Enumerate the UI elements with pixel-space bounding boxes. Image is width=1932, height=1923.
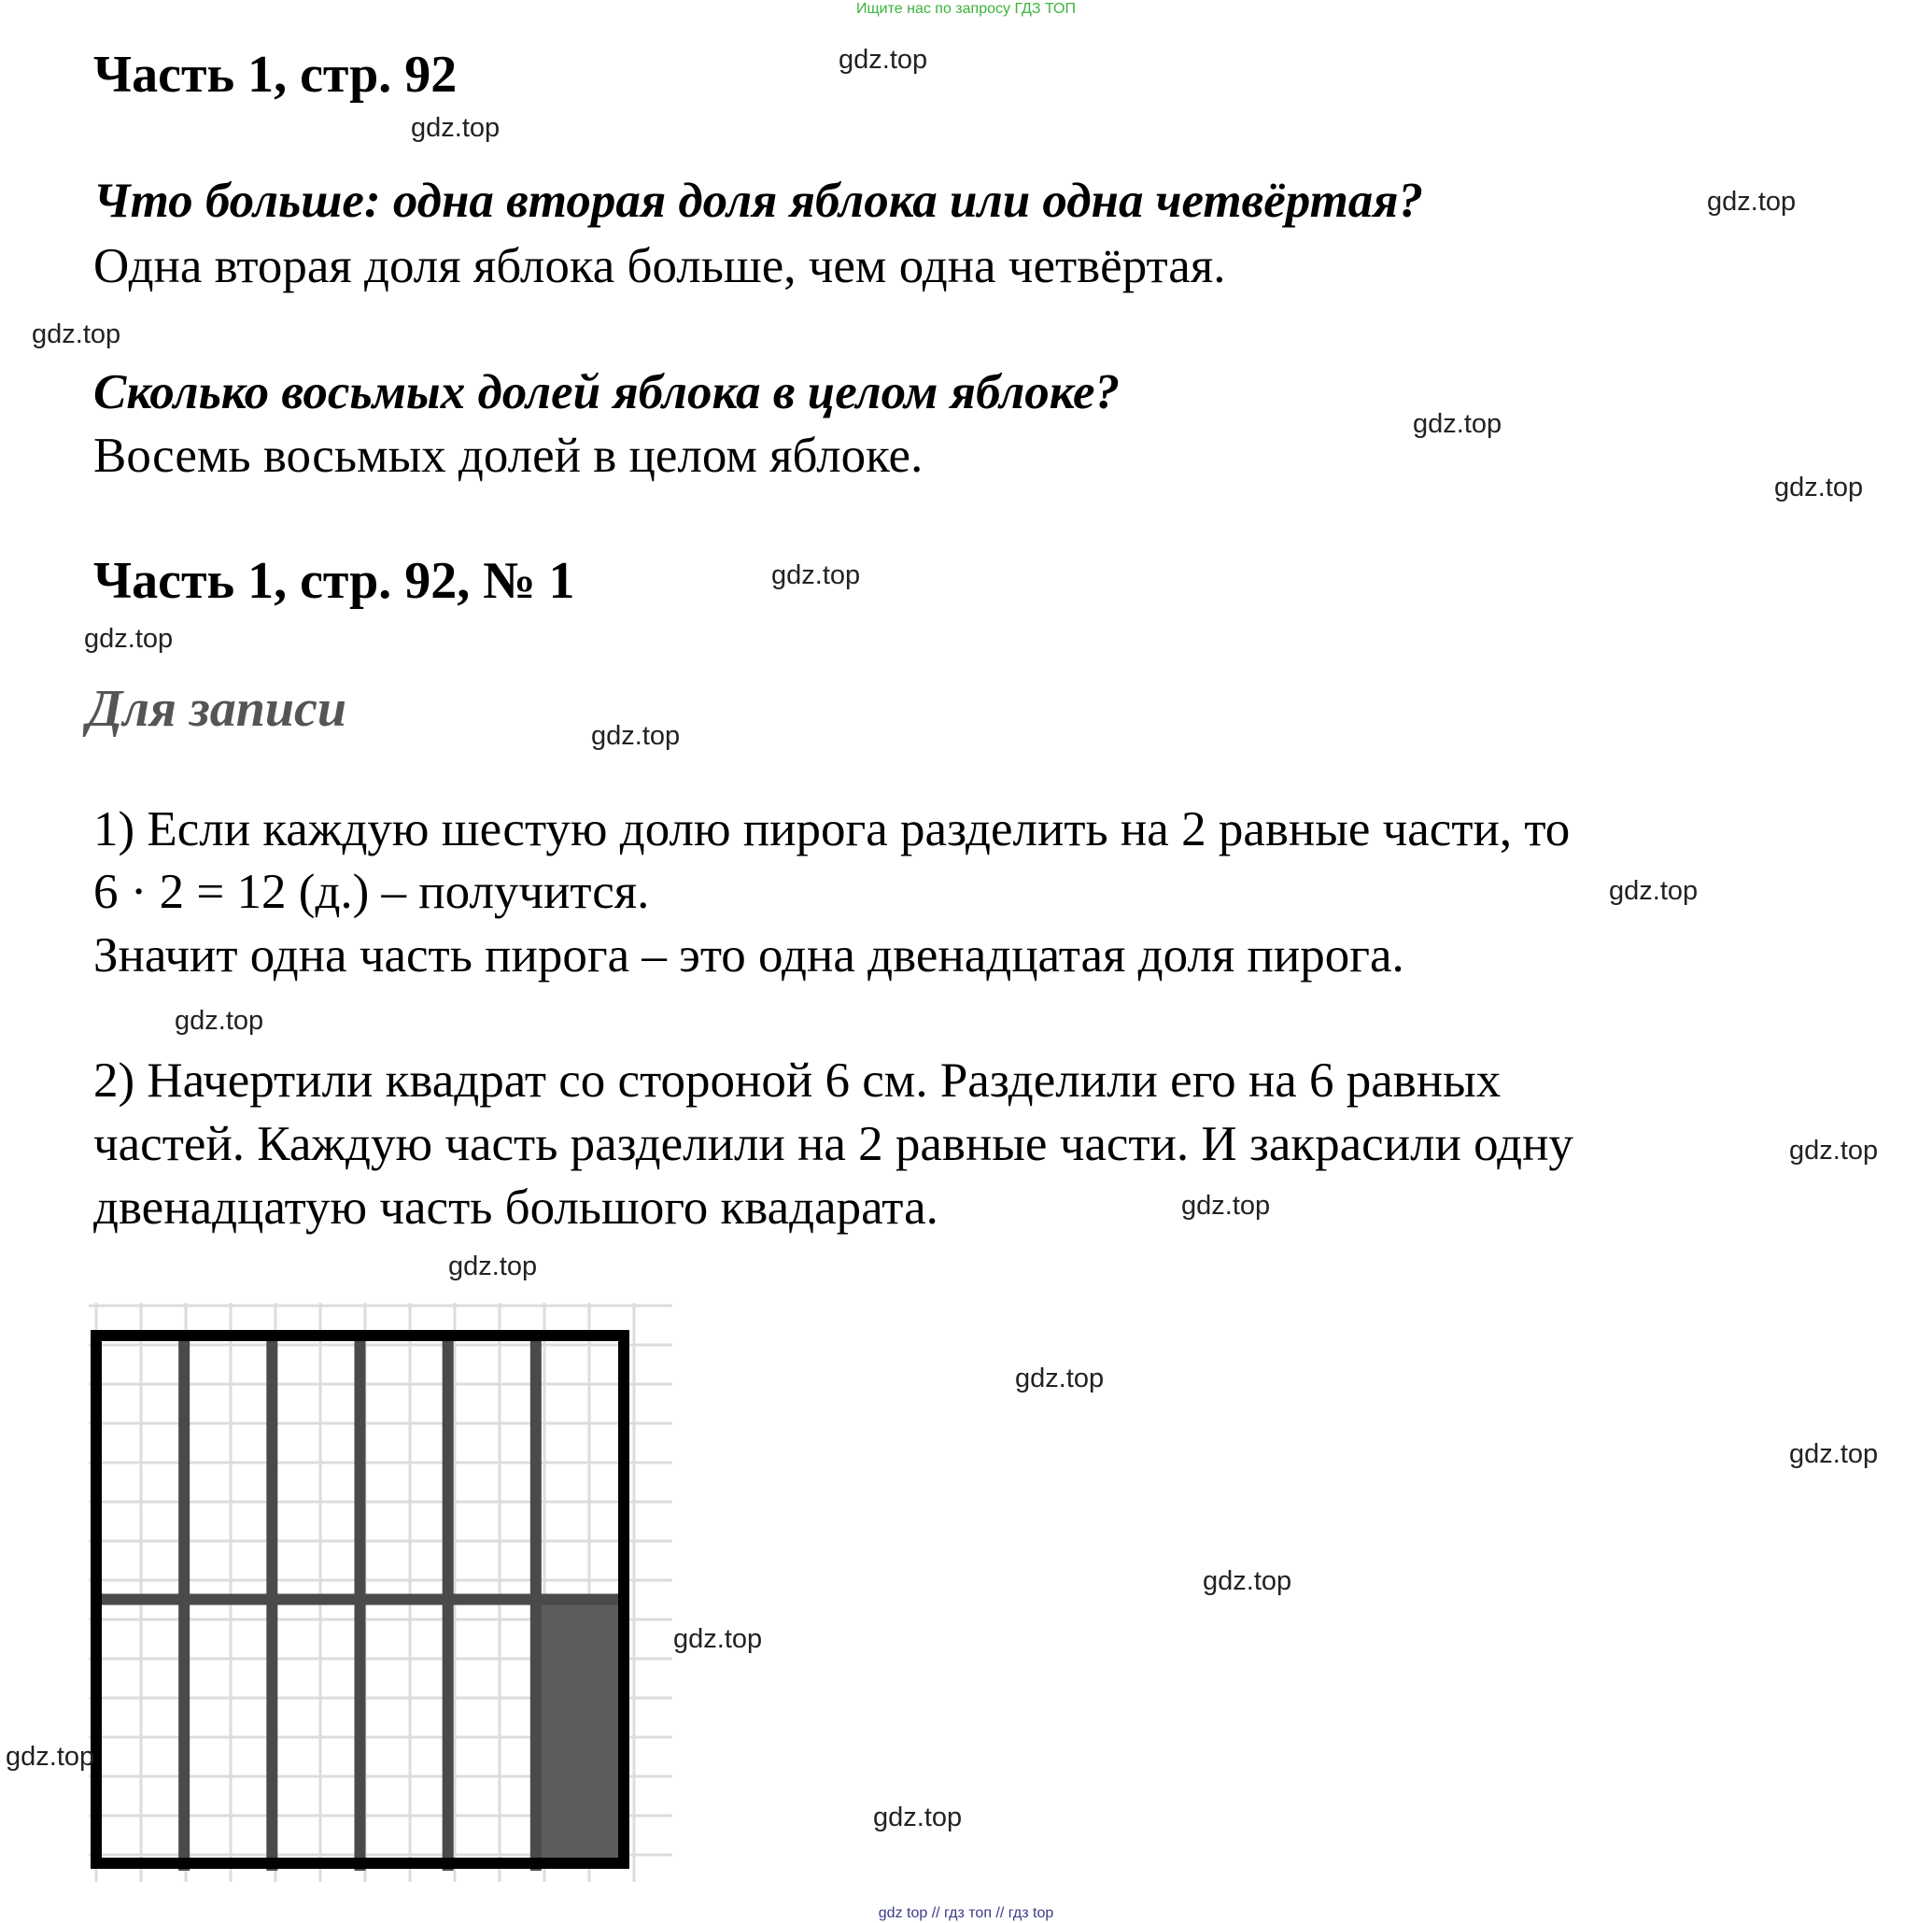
paragraph-2-line-1: 2) Начертили квадрат со стороной 6 см. Разделили его на 6 равных xyxy=(93,1053,1502,1108)
watermark: gdz.top xyxy=(873,1803,963,1832)
answer-2: Восемь восьмых долей в целом яблоке. xyxy=(93,429,924,483)
watermark: gdz.top xyxy=(591,721,681,751)
note-heading: Для записи xyxy=(87,680,346,738)
watermark: gdz.top xyxy=(175,1006,264,1036)
watermark: gdz.top xyxy=(771,560,861,590)
paragraph-1-line-2: 6 · 2 = 12 (д.) – получится. xyxy=(93,865,650,919)
watermark: gdz.top xyxy=(1707,187,1797,217)
watermark: gdz.top xyxy=(1774,473,1864,502)
watermark: gdz.top xyxy=(1015,1364,1105,1393)
watermark: gdz.top xyxy=(1181,1191,1271,1221)
footer-watermark: gdz top // гдз топ // гдз top xyxy=(878,1905,1054,1921)
watermark: gdz.top xyxy=(6,1742,95,1772)
watermark: gdz.top xyxy=(1203,1566,1292,1596)
paragraph-1-line-3: Значит одна часть пирога – это одна двенадцатая доля пирога. xyxy=(93,928,1404,983)
answer-1: Одна вторая доля яблока больше, чем одна четвёртая. xyxy=(93,239,1226,293)
question-2: Сколько восьмых долей яблока в целом яблоке? xyxy=(93,365,1121,419)
watermark: gdz.top xyxy=(32,319,121,349)
watermark: gdz.top xyxy=(839,45,928,75)
watermark: gdz.top xyxy=(84,624,174,654)
watermark: gdz.top xyxy=(448,1251,538,1281)
question-1: Что больше: одна вторая доля яблока или одна четвёртая? xyxy=(93,174,1424,228)
section2-title: Часть 1, стр. 92, № 1 xyxy=(93,552,575,610)
paragraph-2-line-2: частей. Каждую часть разделили на 2 равные части. И закрасили одну xyxy=(93,1117,1573,1171)
watermark: gdz.top xyxy=(1413,409,1502,439)
watermark: gdz.top xyxy=(1609,876,1699,906)
top-banner: Ищите нас по запросу ГДЗ ТОП xyxy=(856,1,1076,17)
paragraph-1-line-1: 1) Если каждую шестую долю пирога разделить на 2 равные части, то xyxy=(93,802,1571,856)
paragraph-2-line-3: двенадцатую часть большого квадарата. xyxy=(93,1181,938,1235)
watermark: gdz.top xyxy=(1789,1136,1879,1166)
watermark: gdz.top xyxy=(1789,1439,1879,1469)
shaded-twelfth-cell xyxy=(536,1600,624,1864)
watermark: gdz.top xyxy=(673,1624,763,1654)
divided-square-figure xyxy=(89,1303,672,1882)
watermark: gdz.top xyxy=(411,113,501,143)
section1-title: Часть 1, стр. 92 xyxy=(93,46,458,104)
